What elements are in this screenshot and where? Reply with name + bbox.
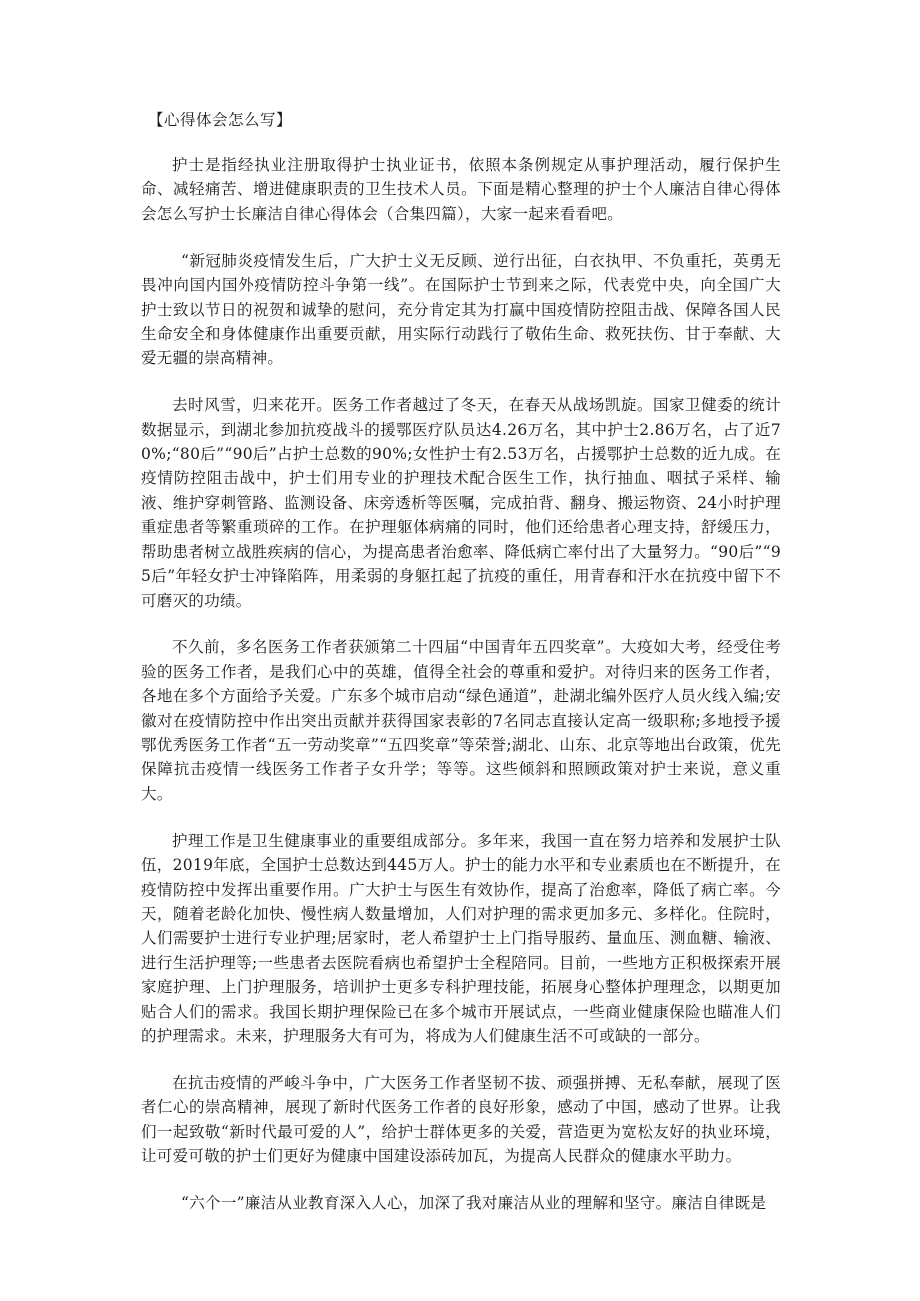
paragraph-nursing-work: 护理工作是卫生健康事业的重要组成部分。多年来，我国一直在努力培养和发展护士队伍，2019年底，全国护士总数达到445万人。护士的能力水平和专业素质也在不断提升，在疫情防控中发挥出重要作用。广大护士与医生有效协作，提高了治愈率，降低了病亡率。今天，随着老龄化加快、慢性病人数量增加，人们对护理的需求更加多元、多样化。住院时，人们需要护士进行专业护理;居家时，老人希望护士上门指导服药、量血压、测血糖、输液、进行生活护理等;一些患者去医院看病也希望护士全程陪同。目前，一些地方正积极探索开展家庭护理、上门护理服务，培训护士更多专科护理技能，拓展身心整体护理理念，以期更加贴合人们的需求。我国长期护理保险已在多个城市开展试点，一些商业健康保险也瞄准人们的护理需求。未来，护理服务大有可为，将成为人们健康生活不可或缺的一部分。 — [141, 831, 781, 1045]
paragraph-integrity: “六个一”廉洁从业教育深入人心，加深了我对廉洁从业的理解和坚守。廉洁自律既是 — [181, 1194, 767, 1213]
paragraph-intro: 护士是指经执业注册取得护士执业证书，依照本条例规定从事护理活动，履行保护生命、减轻痛苦、增进健康职责的卫生技术人员。下面是精心整理的护士个人廉洁自律心得体会怎么写护士长廉洁自律心得体会（合集四篇），大家一起来看看吧。 — [141, 156, 781, 223]
paragraph-conclusion: 在抗击疫情的严峻斗争中，广大医务工作者坚韧不拔、顽强拼搏、无私奉献，展现了医者仁心的崇高精神，展现了新时代医务工作者的良好形象，感动了中国，感动了世界。让我们一起致敬“新时代最可爱的人”，给护士群体更多的关爱，营造更为宽松友好的执业环境，让可爱可敬的护士们更好为健康中国建设添砖加瓦，为提高人民群众的健康水平助力。 — [141, 1073, 781, 1166]
paragraph-statistics: 去时风雪，归来花开。医务工作者越过了冬天，在春天从战场凯旋。国家卫健委的统计数据显示，到湖北参加抗疫战斗的援鄂医疗队员达4.26万名，其中护士2.86万名，占了近70%;“80后”“90后”占护士总数的90%;女性护士有2.53万名，占援鄂护士总数的近九成。在疫情防控阻击战中，护士们用专业的护理技术配合医生工作，执行抽血、咽拭子采样、输液、维护穿刺管路、监测设备、床旁透析等医嘱，完成拍背、翻身、搬运物资、24小时护理重症患者等繁重琐碎的工作。在护理躯体病痛的同时，他们还给患者心理支持，舒缓压力，帮助患者树立战胜疾病的信心，为提高患者治愈率、降低病亡率付出了大量努力。“90后”“95后”年轻女护士冲锋陷阵，用柔弱的身躯扛起了抗疫的重任，用青春和汗水在抗疫中留下不可磨灭的功绩。 — [141, 396, 781, 610]
document-page — [141, 108, 781, 1238]
paragraph-quote: “新冠肺炎疫情发生后，广大护士义无反顾、逆行出征，白衣执甲、不负重托，英勇无畏冲向国内国外疫情防控斗争第一线”。在国际护士节到来之际，代表党中央，向全国广大护士致以节日的祝贺和诚挚的慰问，充分肯定其为打赢中国疫情防控阻击战、保障各国人民生命安全和身体健康作出重要贡献，用实际行动践行了敬佑生命、救死扶伤、甘于奉献、大爱无疆的崇高精神。 — [141, 251, 781, 368]
paragraph-honors: 不久前，多名医务工作者获颁第二十四届“中国青年五四奖章”。大疫如大考，经受住考验的医务工作者，是我们心中的英雄，值得全社会的尊重和爱护。对待归来的医务工作者，各地在多个方面给予关爱。广东多个城市启动“绿色通道”，赴湖北编外医疗人员火线入编;安徽对在疫情防控中作出突出贡献并获得国家表彰的7名同志直接认定高一级职称;多地授予援鄂优秀医务工作者“五一劳动奖章”“五四奖章”等荣誉;湖北、山东、北京等地出台政策，优先保障抗击疫情一线医务工作者子女升学；等等。这些倾斜和照顾政策对护士来说，意义重大。 — [141, 638, 781, 803]
document-heading: 【心得体会怎么写】 — [148, 111, 293, 129]
